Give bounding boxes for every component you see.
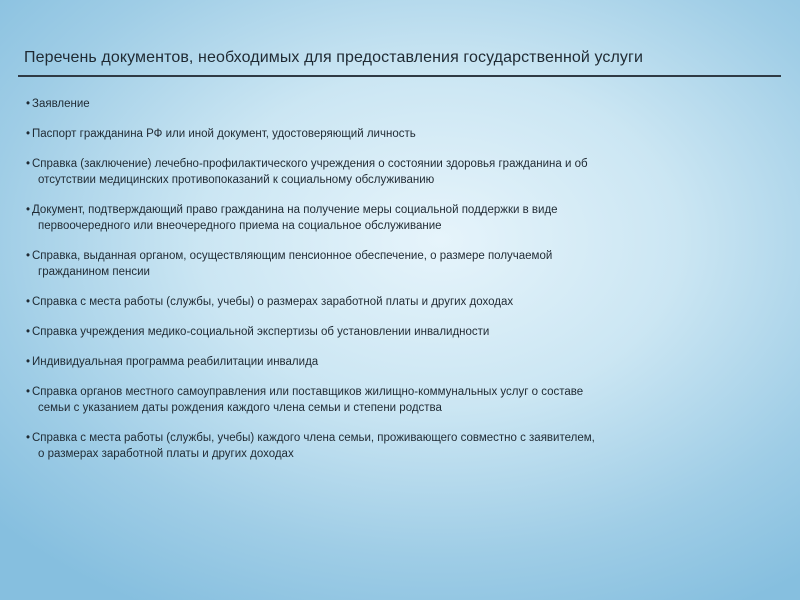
document-text: [32, 354, 766, 370]
list-item: [26, 156, 766, 188]
bullet-icon: •: [26, 128, 31, 140]
document-text: [32, 384, 766, 416]
document-line: Справка, выданная органом, осуществляющим пенсионное обеспечение, о размере получаемой: [32, 250, 553, 262]
list-item: [26, 248, 766, 280]
bullet-icon: •: [26, 158, 31, 170]
list-item: [26, 354, 766, 370]
bullet-icon: •: [26, 386, 31, 398]
bullet-icon: •: [26, 250, 31, 262]
document-text: [32, 248, 766, 280]
document-line: Справка с места работы (службы, учебы) о размерах заработной платы и других доходах: [32, 296, 514, 308]
document-line: Справка учреждения медико-социальной экспертизы об установлении инвалидности: [32, 326, 490, 338]
list-item: [26, 384, 766, 416]
document-text: [32, 324, 766, 340]
list-item: [26, 324, 766, 340]
document-line: Справка (заключение) лечебно-профилактического учреждения о состоянии здоровья гражданина и об: [32, 158, 588, 170]
list-item: [26, 202, 766, 234]
document-text: [32, 96, 766, 112]
documents-list: [26, 96, 766, 476]
bullet-icon: •: [26, 98, 31, 110]
title-divider: [18, 75, 781, 77]
document-text: [32, 430, 766, 462]
list-item: [26, 294, 766, 310]
document-line: Индивидуальная программа реабилитации инвалида: [32, 356, 319, 368]
list-item: [26, 96, 766, 112]
document-line: Заявление: [32, 98, 90, 110]
document-text: [32, 156, 766, 188]
document-line-continuation: первоочередного или внеочередного приема на социальное обслуживание: [38, 220, 442, 232]
document-text: [32, 202, 766, 234]
slide-title: Перечень документов, необходимых для предоставления государственной услуги: [24, 49, 644, 66]
bullet-icon: •: [26, 296, 31, 308]
document-text: [32, 126, 766, 142]
bullet-icon: •: [26, 204, 31, 216]
document-line: Документ, подтверждающий право гражданина на получение меры социальной поддержки в виде: [32, 204, 558, 216]
document-line: Паспорт гражданина РФ или иной документ, удостоверяющий личность: [32, 128, 416, 140]
bullet-icon: •: [26, 326, 31, 338]
bullet-icon: •: [26, 432, 31, 444]
document-line-continuation: гражданином пенсии: [38, 266, 150, 278]
list-item: [26, 126, 766, 142]
bullet-icon: •: [26, 356, 31, 368]
document-line: Справка органов местного самоуправления или поставщиков жилищно-коммунальных услуг о составе: [32, 386, 584, 398]
list-item: [26, 430, 766, 462]
document-text: [32, 294, 766, 310]
document-line-continuation: о размерах заработной платы и других доходах: [38, 448, 294, 460]
document-line-continuation: отсутствии медицинских противопоказаний к социальному обслуживанию: [38, 174, 435, 186]
document-line: Справка с места работы (службы, учебы) каждого члена семьи, проживающего совместно с заявителем,: [32, 432, 595, 444]
document-line-continuation: семьи с указанием даты рождения каждого члена семьи и степени родства: [38, 402, 442, 414]
